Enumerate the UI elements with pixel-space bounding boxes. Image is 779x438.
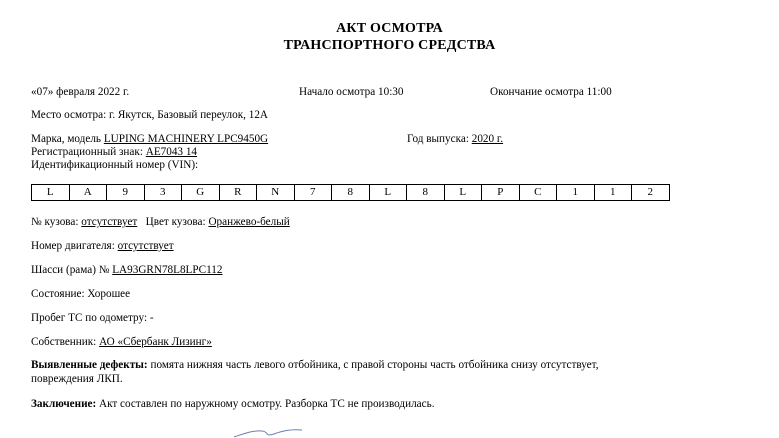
vin-row xyxy=(32,185,670,201)
body-label: № кузова: xyxy=(31,216,82,228)
act-date: «07» февраля 2022 г. xyxy=(31,86,130,98)
vin-cell: R xyxy=(219,185,257,201)
year-label: Год выпуска: xyxy=(407,133,472,145)
defects-label: Выявленные дефекты: xyxy=(31,359,148,371)
signature-mark xyxy=(232,428,312,438)
vin-cell: N xyxy=(257,185,295,201)
year-value: 2020 г. xyxy=(471,133,504,145)
owner-value: АО «Сбербанк Лизинг» xyxy=(99,336,212,348)
brand-label: Марка, модель xyxy=(31,133,104,145)
vin-cell: L xyxy=(444,185,482,201)
inspection-place: Место осмотра: г. Якутск, Базовый переулок, 12А xyxy=(31,109,268,121)
vin-cell: P xyxy=(482,185,520,201)
owner-line xyxy=(31,336,212,349)
conclusion-text: Акт составлен по наружному осмотру. Разборка ТС не производилась. xyxy=(96,398,435,410)
vin-label: Идентификационный номер (VIN): xyxy=(31,159,199,171)
reg-line xyxy=(31,146,197,159)
engine-label: Номер двигателя: xyxy=(31,240,118,252)
body-value: отсутствует xyxy=(81,216,138,228)
conclusion-line xyxy=(31,398,435,411)
vin-cell: L xyxy=(32,185,70,201)
defects-line-1 xyxy=(31,359,599,372)
brand-value: LUPING MACHINERY LPC9450G xyxy=(103,133,269,145)
vin-cell: C xyxy=(519,185,557,201)
defects-text-1: помята нижняя часть левого отбойника, с правой стороны часть отбойника снизу отсутствует, xyxy=(147,359,599,371)
inspection-start: Начало осмотра 10:30 xyxy=(299,86,404,98)
vin-cell: 2 xyxy=(632,185,670,201)
title-line-1: АКТ ОСМОТРА xyxy=(336,21,443,36)
vin-cell: 8 xyxy=(407,185,445,201)
vin-table xyxy=(31,184,670,201)
chassis-value: LA93GRN78L8LPC112 xyxy=(112,264,223,276)
vin-cell: 1 xyxy=(557,185,595,201)
engine-line xyxy=(31,240,174,253)
condition-line: Состояние: Хорошее xyxy=(31,288,131,300)
vin-cell: 3 xyxy=(144,185,182,201)
vin-cell: L xyxy=(369,185,407,201)
color-label: Цвет кузова: xyxy=(145,216,209,228)
vin-cell: 8 xyxy=(332,185,370,201)
color-value: Оранжево-белый xyxy=(208,216,290,228)
chassis-label: Шасси (рама) № xyxy=(31,264,113,276)
body-color-line xyxy=(31,216,290,229)
vin-cell: G xyxy=(182,185,220,201)
reg-label: Регистрационный знак: xyxy=(31,146,146,158)
vin-cell: 1 xyxy=(594,185,632,201)
brand-model-line xyxy=(31,133,268,146)
mileage-line: Пробег ТС по одометру: - xyxy=(31,312,154,324)
conclusion-label: Заключение: xyxy=(31,398,97,410)
reg-value: АЕ7043 14 xyxy=(145,146,198,158)
engine-value: отсутствует xyxy=(117,240,174,252)
defects-text-2: повреждения ЛКП. xyxy=(31,373,123,385)
year-line xyxy=(407,133,503,146)
owner-label: Собственник: xyxy=(31,336,100,348)
title-line-2: ТРАНСПОРТНОГО СРЕДСТВА xyxy=(283,38,496,53)
inspection-end: Окончание осмотра 11:00 xyxy=(490,86,612,98)
vin-cell: 7 xyxy=(294,185,332,201)
vin-cell: A xyxy=(69,185,107,201)
chassis-line xyxy=(31,264,222,277)
vin-cell: 9 xyxy=(107,185,145,201)
